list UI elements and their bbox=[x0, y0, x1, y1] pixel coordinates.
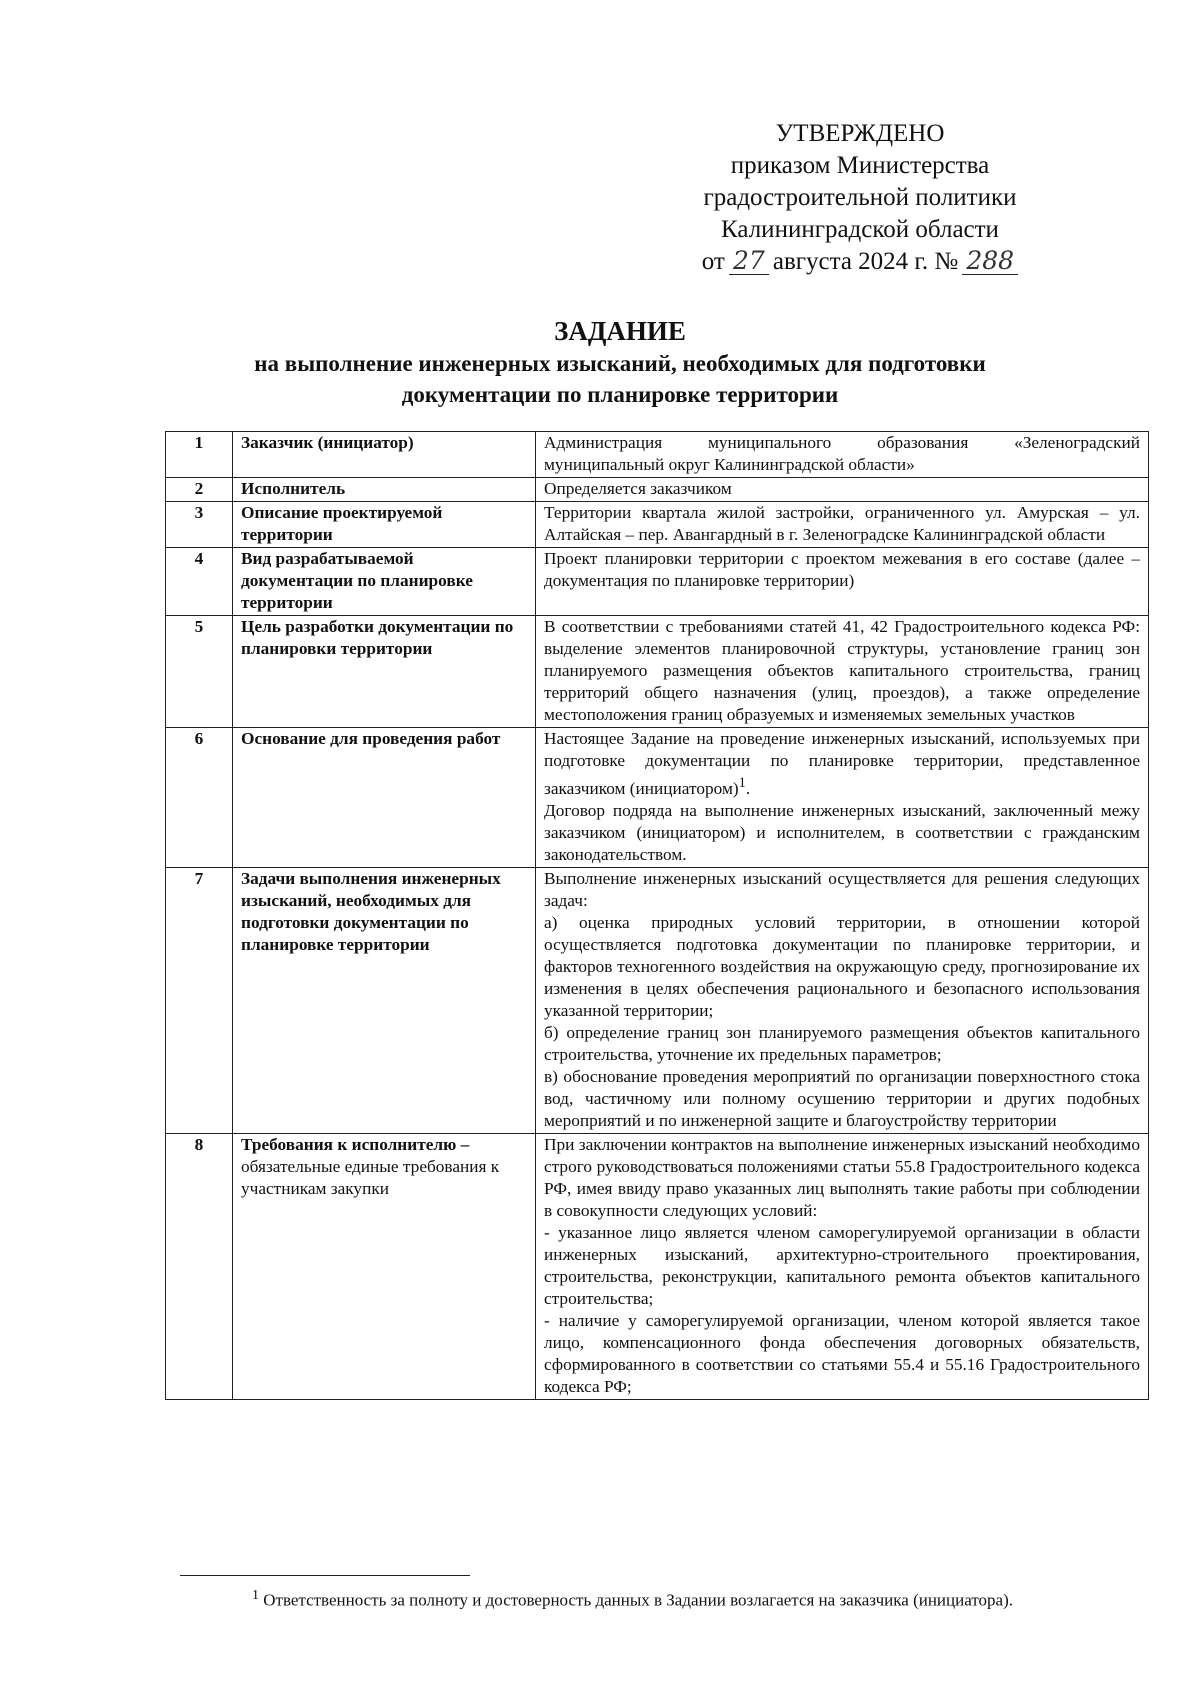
footnote-text: Ответственность за полноту и достоверность данных в Задании возлагается на заказчика (инициатора). bbox=[259, 1590, 1013, 1610]
approval-heading: УТВЕРЖДЕНО bbox=[775, 120, 945, 147]
row-label: Описание проектируемой территории bbox=[233, 502, 536, 548]
row-label: Основание для проведения работ bbox=[233, 728, 536, 868]
value-paragraph bbox=[544, 728, 1140, 800]
row-value bbox=[536, 1133, 1149, 1399]
row-value: Администрация муниципального образования «Зеленоградский муниципальный округ Калининградской области» bbox=[536, 432, 1149, 478]
value-paragraph: Договор подряда на выполнение инженерных изысканий, заключенный межу заказчиком (инициатором) и исполнителем, в соответствии с гражданским законодательством. bbox=[544, 800, 1140, 864]
row-label bbox=[233, 1133, 536, 1399]
row-value bbox=[536, 867, 1149, 1133]
footnote-mark: 1 bbox=[252, 1588, 259, 1603]
row-number: 3 bbox=[166, 502, 233, 548]
approval-order-line: приказом Министерства bbox=[730, 152, 990, 179]
table-row bbox=[166, 728, 1149, 868]
row-number: 8 bbox=[166, 1133, 233, 1399]
row-number: 4 bbox=[166, 548, 233, 616]
row-label: Заказчик (инициатор) bbox=[233, 432, 536, 478]
value-paragraph: - указанное лицо является членом саморегулируемой организации в области инженерных изысканий, архитектурно-строительного проектирования, строительства, реконструкции, капитального ремонта объектов капитального строительства; bbox=[544, 1222, 1140, 1308]
document-title bbox=[160, 314, 1080, 410]
table-row bbox=[166, 616, 1149, 728]
value-text: Настоящее Задание на проведение инженерных изысканий, используемых при подготовке документации по планировке территории, представленное заказчиком (инициатором) bbox=[544, 729, 1140, 798]
approval-date-line bbox=[640, 246, 1080, 278]
footnote-separator bbox=[180, 1575, 470, 1576]
approval-block bbox=[640, 118, 1080, 278]
approval-region-line: Калининградской области bbox=[721, 216, 999, 243]
row-value bbox=[536, 728, 1149, 868]
table-row bbox=[166, 502, 1149, 548]
row-label: Вид разрабатываемой документации по планировке территории bbox=[233, 548, 536, 616]
title-main: ЗАДАНИЕ bbox=[554, 316, 686, 346]
table-row bbox=[166, 432, 1149, 478]
value-paragraph: в) обоснование проведения мероприятий по организации поверхностного стока вод, частичному или полному осушению территории и других подобных мероприятий и по инженерной защите и благоустройству территории bbox=[544, 1066, 1140, 1130]
row-value: Территории квартала жилой застройки, ограниченного ул. Амурская – ул. Алтайская – пер. Авангардный в г. Зеленоградске Калининградской области bbox=[536, 502, 1149, 548]
handwritten-order-number: 288 bbox=[962, 248, 1018, 275]
value-paragraph: а) оценка природных условий территории, в отношении которой осуществляется подготовка документации по планировке территории, и факторов техногенного воздействия на окружающую среду, прогнозирование их изменения в целях обеспечения рационального и безопасного использования указанной территории; bbox=[544, 912, 1140, 1020]
row-number: 5 bbox=[166, 616, 233, 728]
row-label: Исполнитель bbox=[233, 478, 536, 502]
title-sub-line1: на выполнение инженерных изысканий, необходимых для подготовки bbox=[254, 351, 986, 376]
value-paragraph: б) определение границ зон планируемого размещения объектов капитального строительства, уточнение их предельных параметров; bbox=[544, 1022, 1140, 1064]
handwritten-day: 27 bbox=[729, 248, 769, 275]
table-row bbox=[166, 1133, 1149, 1399]
row-number: 1 bbox=[166, 432, 233, 478]
table-row bbox=[166, 867, 1149, 1133]
date-prefix: от bbox=[701, 248, 725, 275]
footnote-reference[interactable]: 1 bbox=[738, 775, 746, 791]
row-value: В соответствии с требованиями статей 41, 42 Градостроительного кодекса РФ: выделение элементов планировочной структуры, установление границ зон планируемого размещения объектов капитального строительства, границ территорий общего назначения (улиц, проездов), а также определение местоположения границ образуемых и изменяемых земельных участков bbox=[536, 616, 1149, 728]
row-label-plain: обязательные единые требования к участникам закупки bbox=[241, 1156, 500, 1198]
value-paragraph: При заключении контрактов на выполнение инженерных изысканий необходимо строго руководствоваться положениями статьи 55.8 Градостроительного кодекса РФ, имея ввиду право указанных лиц выполнять такие работы при соблюдении в совокупности следующих условий: bbox=[544, 1134, 1140, 1220]
row-number: 2 bbox=[166, 478, 233, 502]
value-paragraph: Выполнение инженерных изысканий осуществляется для решения следующих задач: bbox=[544, 868, 1140, 910]
title-sub-line2: документации по планировке территории bbox=[401, 382, 839, 407]
row-value: Определяется заказчиком bbox=[536, 478, 1149, 502]
row-label: Задачи выполнения инженерных изысканий, необходимых для подготовки документации по планировке территории bbox=[233, 867, 536, 1133]
row-number: 6 bbox=[166, 728, 233, 868]
row-label-bold: Требования к исполнителю – bbox=[241, 1134, 470, 1154]
value-text-end: . bbox=[745, 778, 751, 798]
table-row bbox=[166, 548, 1149, 616]
row-label: Цель разработки документации по планировки территории bbox=[233, 616, 536, 728]
row-number: 7 bbox=[166, 867, 233, 1133]
row-value: Проект планировки территории с проектом межевания в его составе (далее – документация по планировке территории) bbox=[536, 548, 1149, 616]
date-middle: августа 2024 г. № bbox=[772, 248, 959, 275]
approval-ministry-line: градостроительной политики bbox=[703, 184, 1017, 211]
table-row bbox=[166, 478, 1149, 502]
value-paragraph: - наличие у саморегулируемой организации, членом которой является такое лицо, компенсационного фонда обеспечения договорных обязательств, сформированного в соответствии со статьями 55.4 и 55.16 Градостроительного кодекса РФ; bbox=[544, 1310, 1140, 1396]
task-table bbox=[165, 431, 1149, 1400]
footnote bbox=[180, 1584, 1147, 1612]
